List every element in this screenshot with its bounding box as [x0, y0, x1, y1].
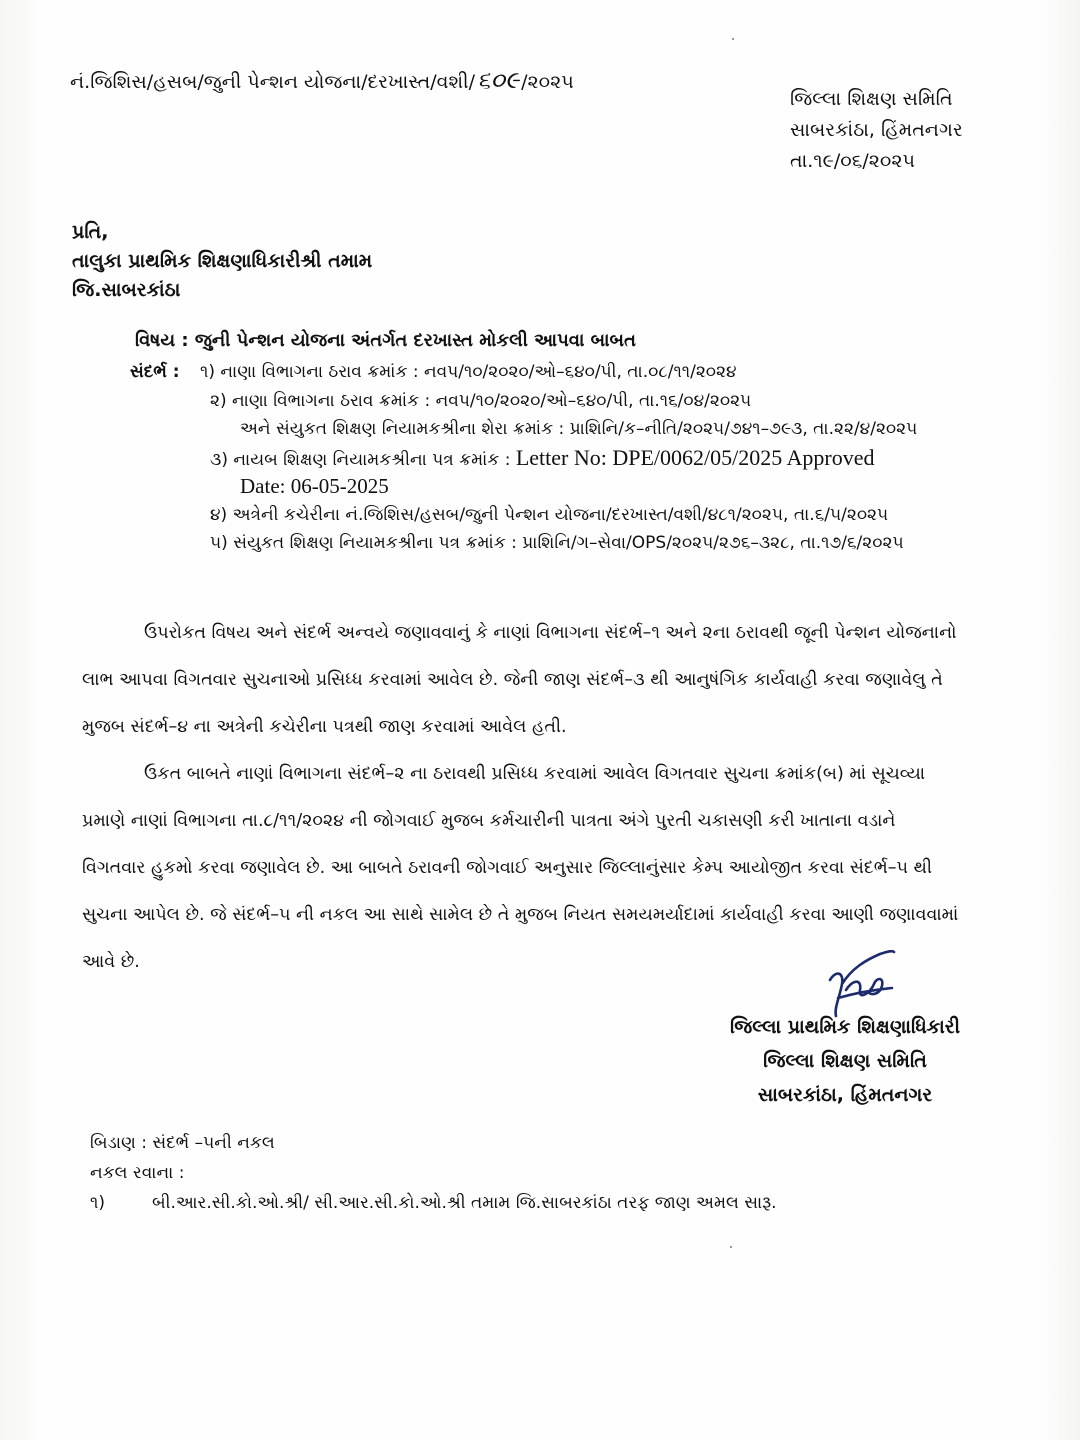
office-block: [790, 84, 963, 177]
reference-suffix: /૨૦૨૫: [521, 71, 574, 93]
signatory-title: જિલ્લા પ્રાથમિક શિક્ષણાધિકારી: [730, 1016, 961, 1038]
reference-text: ૪) અત્રેની કચેરીના નં.જિશિસ/હસબ/જુની પેન્શન યોજના/દરખાસ્ત/વશી/૪૮૧/૨૦૨૫, તા.૬/૫/૨૦૨૫: [210, 504, 889, 525]
reference-item: [130, 501, 917, 530]
handwritten-number: ૬૦૯: [477, 66, 520, 94]
copy-to-label: નકલ રવાના :: [90, 1163, 185, 1183]
reference-date: Date: 06-05-2025: [240, 474, 389, 498]
reference-item: [130, 358, 917, 387]
office-name: જિલ્લા શિક્ષણ સમિતિ: [790, 88, 953, 110]
reference-item: [130, 529, 917, 558]
references-block: [130, 358, 917, 558]
body-line: ઉપરોકત વિષય અને સંદર્ભ અન્વયે જણાવવાનું કે નાણાં વિભાગના સંદર્ભ–૧ અને ૨ના ઠરાવથી જૂની પેન્શન યોજનાનો: [144, 623, 957, 643]
office-location: સાબરકાંઠા, હિંમતનગર: [790, 119, 963, 141]
references-heading: સંદર્ભ :: [130, 362, 180, 382]
reference-item: [130, 387, 917, 416]
subject-line: વિષય : જુની પેન્શન યોજના અંતર્ગત દરખાસ્ત મોકલી આપવા બાબત: [135, 330, 636, 351]
reference-item: [130, 415, 917, 444]
reference-text: ૫) સંયુકત શિક્ષણ નિયામકશ્રીના પત્ર ક્રમાંક : પ્રાશિનિ/ગ–સેવા/OPS/૨૦૨૫/૨૭૬–૩૨૮, તા.૧૭/૬/૨૦૨૫: [210, 533, 904, 553]
reference-text: ૩) નાયબ શિક્ષણ નિયામકશ્રીના પત્ર ક્રમાંક :: [210, 449, 511, 470]
scan-speck: [732, 38, 734, 40]
recipient-district: જિ.સાબરકાંઠા: [72, 279, 181, 301]
body-line: પ્રમાણે નાણાં વિભાગના તા.૮/૧૧/૨૦૨૪ ની જોગવાઈ મુજબ કર્મચારીની પાત્રતા અંગે પુરતી ચકાસણી કરી ખાતાના વડાને: [82, 811, 896, 831]
reference-text: ૧) નાણા વિભાગના ઠરાવ ક્રમાંક : નવપ/૧૦/૨૦૨૦/ઓ–૬૪૦/પી, તા.૦૮/૧૧/૨૦૨૪: [200, 362, 737, 382]
signatory-block: [730, 1010, 960, 1112]
signatory-location: સાબરકાંઠા, હિંમતનગર: [757, 1084, 933, 1106]
reference-number: [70, 66, 574, 94]
body-line: આવે છે.: [82, 952, 140, 972]
body-line: સુચના આપેલ છે. જે સંદર્ભ–૫ ની નકલ આ સાથે સામેલ છે તે મુજબ નિયત સમયમર્યાદામાં કાર્યવાહી કરવા આણી જણાવવામાં: [82, 905, 959, 925]
letter-date: તા.૧૯/૦૬/૨૦૨૫: [790, 150, 915, 172]
body-line: લાભ આપવા વિગતવાર સુચનાઓ પ્રસિધ્ધ કરવામાં આવેલ છે. જેની જાણ સંદર્ભ–૩ થી આનુષંગિક કાર્યવાહી કરવા જણાવેલુ તે: [82, 670, 943, 690]
recipient-block: [72, 218, 372, 305]
enclosure-label: બિડાણ : સંદર્ભ –૫ની નકલ: [90, 1133, 275, 1153]
scan-speck: [730, 1246, 732, 1248]
reference-item: [130, 472, 917, 501]
reference-item: [130, 444, 917, 473]
reference-letter-no: Letter No: DPE/0062/05/2025 Approved: [515, 444, 875, 470]
letter-body: [82, 610, 1022, 986]
body-line: મુજબ સંદર્ભ–૪ ના અત્રેની કચેરીના પત્રથી જાણ કરવામાં આવેલ હતી.: [82, 717, 567, 737]
copy-item-text: બી.આર.સી.કો.ઓ.શ્રી/ સી.આર.સી.કો.ઓ.શ્રી તમામ જિ.સાબરકાંઠા તરફ જાણ અમલ સારૂ.: [152, 1193, 777, 1213]
reference-prefix: નં.જિશિસ/હસબ/જુની પેન્શન યોજના/દરખાસ્ત/વશી/: [70, 71, 475, 93]
body-line: ઉકત બાબતે નાણાં વિભાગના સંદર્ભ–૨ ના ઠરાવથી પ્રસિધ્ધ કરવામાં આવેલ વિગતવાર સુચના ક્રમાંક(બ) માં સૂચવ્યા: [144, 764, 926, 784]
body-line: વિગતવાર હુકમો કરવા જણાવેલ છે. આ બાબતે ઠરાવની જોગવાઈ અનુસાર જિલ્લાનુંસાર કેમ્પ આયોજીત કરવા સંદર્ભ–૫ થી: [82, 858, 932, 878]
reference-text: ૨) નાણા વિભાગના ઠરાવ ક્રમાંક : નવપ/૧૦/૨૦૨૦/ઓ–૬૪૦/પી, તા.૧૬/૦૪/૨૦૨૫: [210, 390, 752, 411]
recipient-title: તાલુકા પ્રાથમિક શિક્ષણાધિકારીશ્રી તમામ: [72, 250, 373, 272]
salutation: પ્રતિ,: [72, 221, 109, 243]
signatory-office: જિલ્લા શિક્ષણ સમિતિ: [763, 1050, 927, 1072]
copy-item-number: ૧): [90, 1193, 105, 1213]
copy-item: [90, 1188, 777, 1218]
reference-text: અને સંયુકત શિક્ષણ નિયામકશ્રીના શેરા ક્રમાંક : પ્રાશિનિ/ક–નીતિ/૨૦૨૫/૭૪૧–૭૯૩, તા.૨૨/૪/૨૦૨૫: [240, 419, 918, 439]
enclosure-block: [90, 1128, 777, 1218]
